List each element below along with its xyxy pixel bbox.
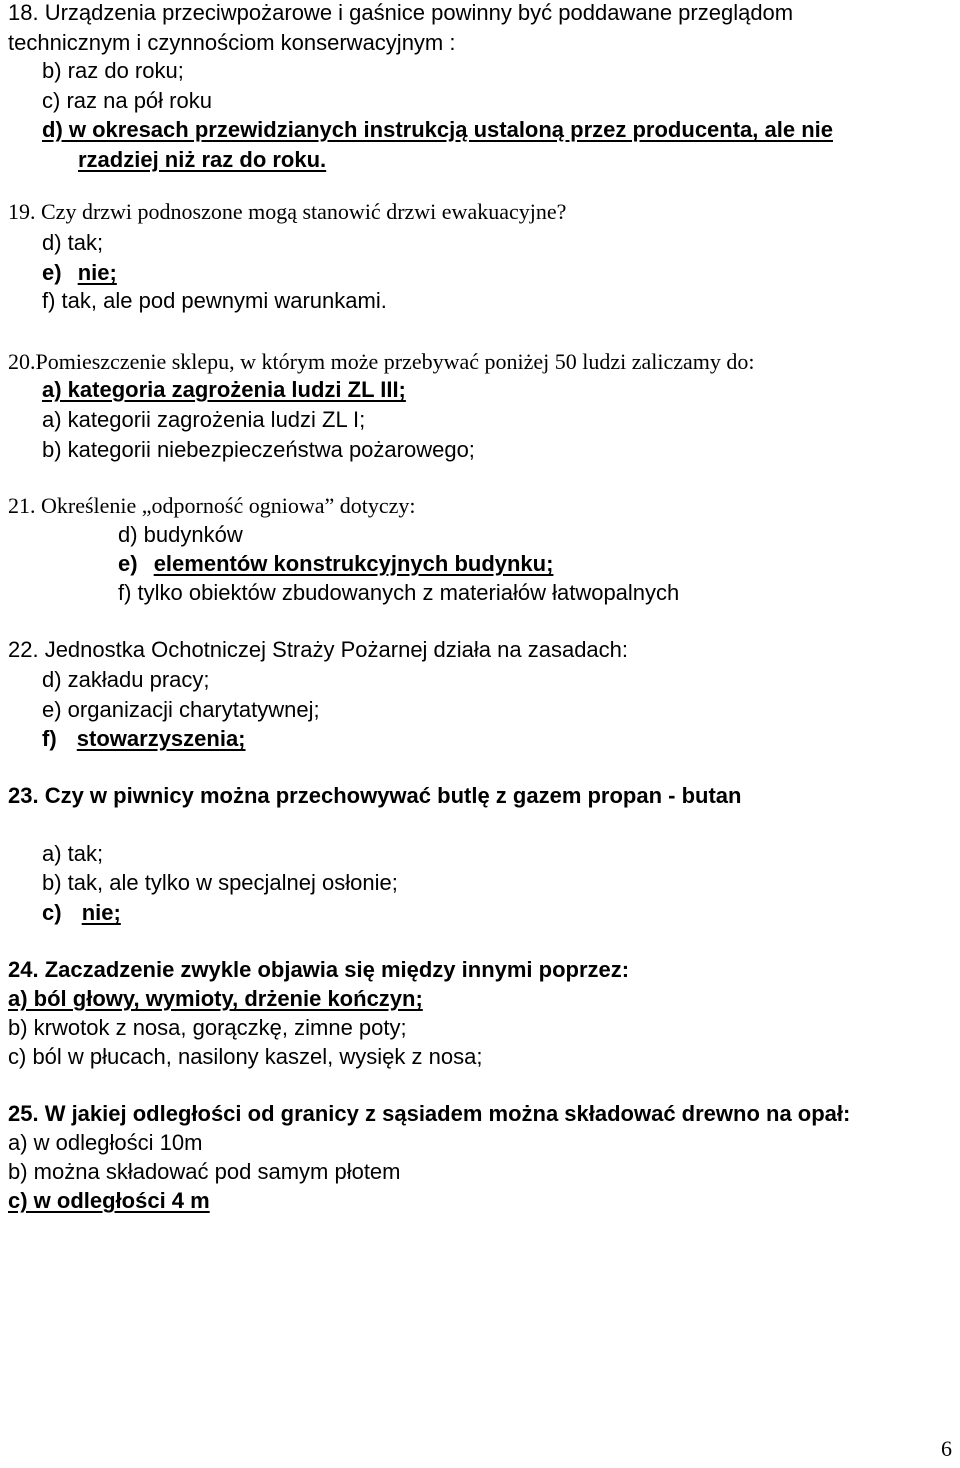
q19-answer-e bbox=[42, 260, 117, 286]
q18-answer-d-line2: rzadziej niż raz do roku. bbox=[78, 147, 327, 172]
q18-title-line2: technicznym i czynnościom konserwacyjnym : bbox=[8, 30, 456, 55]
q23-title: 23. Czy w piwnicy można przechowywać butlę z gazem propan - butan bbox=[8, 783, 742, 808]
q24-title: 24. Zaczadzenie zwykle objawia się między innymi poprzez: bbox=[8, 957, 630, 982]
q22-answer-f-text: stowarzyszenia; bbox=[76, 726, 246, 751]
q20-title: 20.Pomieszczenie sklepu, w którym może przebywać poniżej 50 ludzi zaliczamy do: bbox=[8, 349, 755, 374]
q24-answer-c: c) ból w płucach, nasilony kaszel, wysięk z nosa; bbox=[8, 1044, 483, 1069]
q19-answer-e-label: e) bbox=[42, 260, 62, 285]
q19-answer-d: d) tak; bbox=[42, 230, 104, 255]
q22-answer-d: d) zakładu pracy; bbox=[42, 667, 210, 692]
q23-answer-a: a) tak; bbox=[42, 841, 104, 866]
q25-correct-answer: c) w odległości 4 m bbox=[8, 1188, 210, 1213]
q22-title: 22. Jednostka Ochotniczej Straży Pożarnej działa na zasadach: bbox=[8, 637, 629, 662]
q22-answer-e: e) organizacji charytatywnej; bbox=[42, 697, 320, 722]
q21-answer-e-text: elementów konstrukcyjnych budynku; bbox=[153, 551, 554, 576]
page-number: 6 bbox=[941, 1436, 952, 1461]
q23-answer-b: b) tak, ale tylko w specjalnej osłonie; bbox=[42, 870, 398, 895]
q21-answer-e bbox=[118, 551, 553, 577]
q19-title: 19. Czy drzwi podnoszone mogą stanowić drzwi ewakuacyjne? bbox=[8, 199, 567, 224]
q22-answer-f bbox=[42, 726, 246, 752]
q18-answer-c: c) raz na pół roku bbox=[42, 88, 212, 113]
q18-title-line1: 18. Urządzenia przeciwpożarowe i gaśnice powinny być poddawane przeglądom bbox=[8, 0, 794, 25]
q18-answer-d-line1: d) w okresach przewidzianych instrukcją ustaloną przez producenta, ale nie bbox=[42, 117, 833, 142]
q21-title: 21. Określenie „odporność ogniowa” dotyczy: bbox=[8, 493, 416, 518]
q18-answer-b: b) raz do roku; bbox=[42, 58, 184, 83]
q20-answer-a: a) kategorii zagrożenia ludzi ZL I; bbox=[42, 407, 366, 432]
q22-answer-f-label: f) bbox=[42, 726, 57, 751]
q19-answer-e-text: nie; bbox=[77, 260, 117, 285]
q25-answer-b: b) można składować pod samym płotem bbox=[8, 1159, 401, 1184]
q23-answer-c bbox=[42, 900, 121, 926]
q21-answer-d: d) budynków bbox=[118, 522, 243, 547]
q24-answer-b: b) krwotok z nosa, gorączkę, zimne poty; bbox=[8, 1015, 407, 1040]
q21-answer-e-label: e) bbox=[118, 551, 138, 576]
q25-title: 25. W jakiej odległości od granicy z sąsiadem można składować drewno na opał: bbox=[8, 1101, 851, 1126]
q23-answer-c-label: c) bbox=[42, 900, 62, 925]
q25-answer-a: a) w odległości 10m bbox=[8, 1130, 203, 1155]
q19-answer-f: f) tak, ale pod pewnymi warunkami. bbox=[42, 288, 387, 313]
q20-correct-answer: a) kategoria zagrożenia ludzi ZL III; bbox=[42, 377, 406, 402]
q24-correct-answer: a) ból głowy, wymioty, drżenie kończyn; bbox=[8, 986, 423, 1011]
q21-answer-f: f) tylko obiektów zbudowanych z materiałów łatwopalnych bbox=[118, 580, 680, 605]
q23-answer-c-text: nie; bbox=[81, 900, 121, 925]
q20-answer-b: b) kategorii niebezpieczeństwa pożarowego; bbox=[42, 437, 475, 462]
